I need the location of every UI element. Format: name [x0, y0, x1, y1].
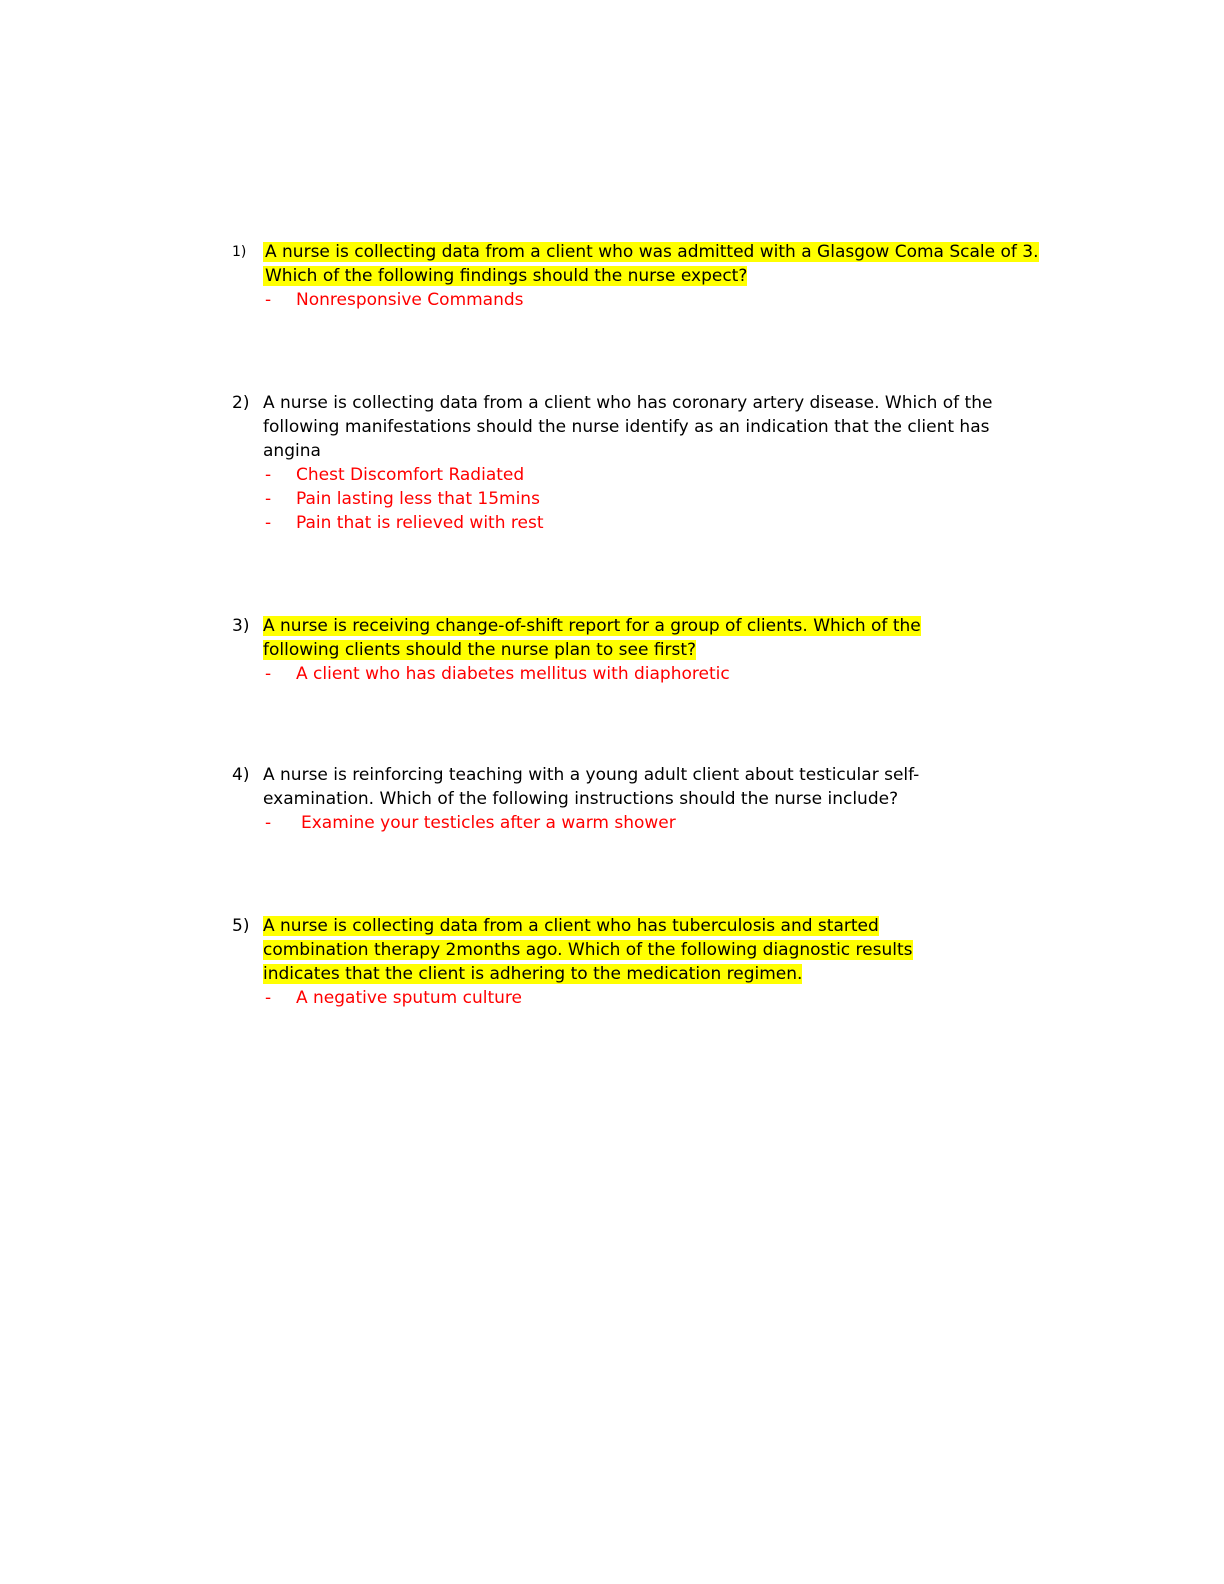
question-text: A nurse is collecting data from a client who has coronary artery disease. Which of the following manifestations should the nurse identify as an indication that the client has angina [263, 393, 993, 461]
question-text-highlight: A nurse is collecting data from a client who has tuberculosis and started combination therapy 2months ago. Which of the following diagnostic results indicates that the client is adhering to the medication regimen. [263, 916, 913, 984]
answer-list [232, 986, 972, 1010]
answer-list [232, 463, 1012, 535]
bullet: - [265, 489, 272, 509]
question-1 [232, 240, 1052, 312]
question-4 [232, 763, 972, 835]
bullet: - [265, 813, 272, 833]
answer-item [263, 288, 1052, 312]
answer-text: A client who has diabetes mellitus with diaphoretic [296, 664, 730, 684]
question-2 [232, 391, 1012, 535]
question-text-highlight: A nurse is receiving change-of-shift report for a group of clients. Which of the following clients should the nurse plan to see first? [263, 616, 921, 660]
answer-item [263, 811, 972, 835]
question-number: 1) [232, 244, 247, 260]
question-5 [232, 914, 972, 1010]
question-text [263, 240, 1052, 288]
answer-text: Chest Discomfort Radiated [296, 465, 525, 485]
question-number: 5) [232, 916, 250, 936]
answer-item [263, 511, 1012, 535]
bullet: - [265, 664, 272, 684]
bullet: - [265, 988, 272, 1008]
question-text [263, 614, 972, 662]
answer-text: Pain lasting less that 15mins [296, 489, 540, 509]
question-3 [232, 614, 972, 686]
answer-list [232, 288, 1052, 312]
answer-item [263, 986, 972, 1010]
answer-list [232, 662, 972, 686]
answer-item [263, 463, 1012, 487]
answer-text: Examine your testicles after a warm shower [301, 813, 676, 833]
bullet: - [265, 465, 272, 485]
question-text [263, 914, 972, 986]
answer-text: Nonresponsive Commands [296, 290, 524, 310]
answer-list [232, 811, 972, 835]
answer-text: A negative sputum culture [296, 988, 522, 1008]
answer-text: Pain that is relieved with rest [296, 513, 544, 533]
bullet: - [265, 290, 272, 310]
question-text: A nurse is reinforcing teaching with a young adult client about testicular self-examination. Which of the following instructions should the nurse include? [263, 765, 920, 809]
bullet: - [265, 513, 272, 533]
question-number: 3) [232, 616, 250, 636]
question-number: 4) [232, 765, 250, 785]
question-text-highlight: A nurse is collecting data from a client who was admitted with a Glasgow Coma Scale of 3. Which of the following findings should the nurse expect? [265, 242, 1039, 286]
answer-item [263, 487, 1012, 511]
question-number: 2) [232, 393, 250, 413]
answer-item [263, 662, 972, 686]
